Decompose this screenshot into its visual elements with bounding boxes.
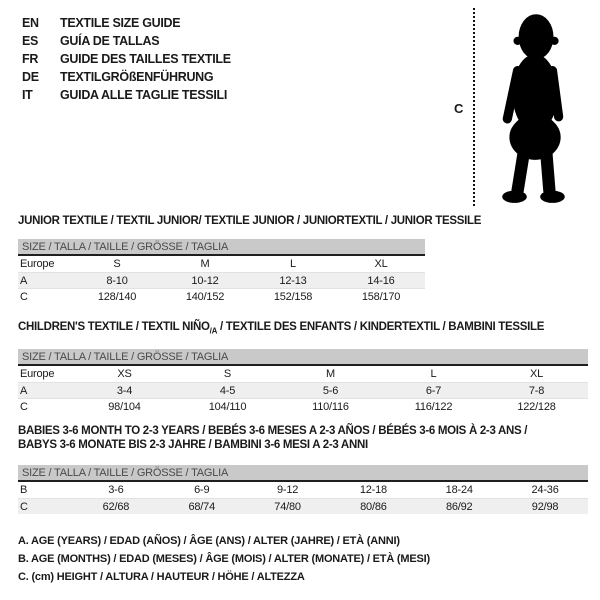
size-cell: 74/80 [274, 500, 301, 513]
size-cell: 158/170 [361, 290, 401, 303]
lang-code: IT [22, 88, 33, 102]
lang-title: TEXTILGRÖßENFÜHRUNG [60, 70, 214, 84]
size-cell: 7-8 [528, 384, 545, 397]
table-row [18, 482, 588, 498]
lang-code: ES [22, 34, 39, 48]
size-cell: L [290, 258, 296, 270]
size-cell: 6-9 [194, 484, 210, 496]
size-cell: 9-12 [276, 484, 299, 496]
note-age-years: A. AGE (YEARS) / EDAD (AÑOS) / ÂGE (ANS) / ALTER (JAHRE) / ETÀ (ANNI) [18, 535, 400, 547]
lang-row-it [22, 86, 231, 104]
lang-title: TEXTILE SIZE GUIDE [60, 16, 181, 30]
size-cell: 12-18 [359, 484, 387, 496]
size-header-bar: SIZE / TALLA / TAILLE / GRÖSSE / TAGLIA [18, 349, 588, 366]
lang-code: EN [22, 16, 39, 30]
size-cell: 14-16 [367, 274, 395, 287]
size-cell: 24-36 [531, 484, 559, 496]
size-cell: 140/152 [185, 290, 225, 303]
size-cell: 18-24 [445, 484, 473, 496]
size-cell: 98/104 [108, 400, 141, 413]
size-cell: 62/68 [102, 500, 130, 513]
size-cell: XL [374, 258, 388, 270]
table-row [18, 366, 588, 382]
note-age-months: B. AGE (MONTHS) / EDAD (MESES) / ÂGE (MOIS) / ALTER (MONATE) / ETÀ (MESI) [18, 553, 430, 565]
baby-silhouette-icon [484, 6, 584, 206]
row-label: Europe [20, 258, 55, 270]
row-label: Europe [20, 368, 55, 381]
size-cell: XL [529, 368, 544, 381]
lang-row-es [22, 32, 231, 50]
row-label: A [20, 274, 28, 287]
note-height-cm: C. (cm) HEIGHT / ALTURA / HAUTEUR / HÖHE / ALTEZZA [18, 571, 305, 583]
size-cell: 3-6 [108, 484, 124, 496]
row-label: A [20, 384, 28, 397]
babies-table-title [18, 424, 588, 452]
babies-title-line2: BABYS 3-6 MONATE BIS 2-3 JAHRE / BAMBINI 3-6 MESI A 2-3 ANNI [18, 439, 368, 451]
lang-title: GUÍA DE TALLAS [60, 34, 160, 48]
row-label: C [20, 500, 28, 513]
title-subscript: /A [209, 326, 218, 336]
size-cell: 3-4 [116, 384, 133, 397]
row-label: B [20, 484, 28, 496]
size-cell: 8-10 [106, 274, 128, 287]
height-dotted-line [473, 8, 475, 206]
size-cell: 128/140 [97, 290, 137, 303]
size-cell: 110/116 [312, 400, 349, 413]
row-label: C [20, 290, 28, 303]
size-cell: 92/98 [531, 500, 559, 513]
size-cell: 152/158 [273, 290, 313, 303]
table-row [18, 498, 588, 514]
baby-figure-block [440, 0, 600, 212]
babies-table-section [18, 424, 588, 514]
size-cell: S [223, 368, 232, 381]
junior-table-section [18, 214, 482, 304]
size-cell: 86/92 [445, 500, 473, 513]
size-cell: S [113, 258, 121, 270]
size-cell: M [326, 368, 335, 381]
height-measure-label: C [454, 101, 464, 116]
size-cell: 104/110 [208, 400, 247, 413]
size-cell: XS [117, 368, 132, 381]
size-header-bar: SIZE / TALLA / TAILLE / GRÖSSE / TAGLIA [18, 239, 425, 256]
size-cell: 80/86 [360, 500, 387, 513]
size-cell: 10-12 [191, 274, 219, 287]
size-cell: 116/122 [414, 400, 453, 413]
table-row [18, 256, 425, 272]
size-cell: 12-13 [279, 274, 307, 287]
size-cell: 4-5 [219, 384, 236, 397]
children-table-title: CHILDREN'S TEXTILE / TEXTIL $NIÑO_{/A}$ / TEXTILE DES ENFANTS / KINDERTEXTIL / BAMBINI TESSILE [18, 321, 545, 336]
lang-row-de [22, 68, 231, 86]
table-row [18, 288, 425, 304]
lang-title: GUIDA ALLE TAGLIE TESSILI [60, 88, 228, 102]
size-cell: 68/74 [188, 500, 215, 513]
table-row [18, 382, 588, 398]
lang-code: FR [22, 52, 39, 66]
junior-table-title: JUNIOR TEXTILE / TEXTIL JUNIOR/ TEXTILE JUNIOR / JUNIORTEXTIL / JUNIOR TESSILE [18, 215, 482, 227]
size-cell: M [200, 258, 210, 270]
children-table-section [18, 320, 588, 414]
table-row [18, 272, 425, 288]
size-header-bar: SIZE / TALLA / TAILLE / GRÖSSE / TAGLIA [18, 465, 588, 482]
language-title-list [22, 14, 231, 104]
size-cell: L [430, 368, 437, 381]
lang-row-en [22, 14, 231, 32]
row-label: C [20, 400, 28, 413]
lang-title: GUIDE DES TAILLES TEXTILE [60, 52, 231, 66]
table-row [18, 398, 588, 414]
size-cell: 6-7 [425, 384, 442, 397]
size-cell: 5-6 [322, 384, 339, 397]
babies-title-line1: BABIES 3-6 MONTH TO 2-3 YEARS / BEBÉS 3-6 MESES A 2-3 AÑOS / BÉBÉS 3-6 MOIS À 2-3 ANS / [18, 425, 528, 437]
legend-notes [18, 532, 430, 586]
lang-row-fr [22, 50, 231, 68]
size-cell: 122/128 [517, 400, 556, 413]
lang-code: DE [22, 70, 39, 84]
